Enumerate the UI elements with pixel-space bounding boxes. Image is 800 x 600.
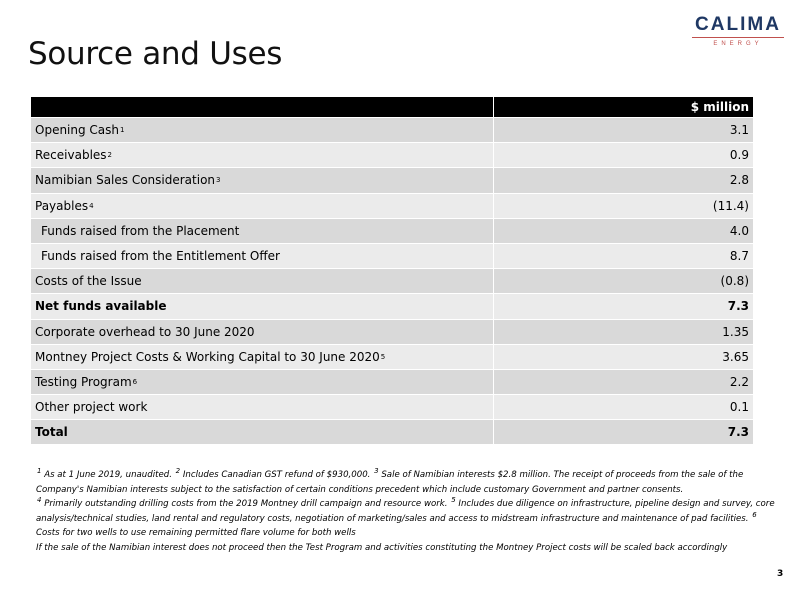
row-label-text: Corporate overhead to 30 June 2020 — [35, 324, 255, 339]
footnote-block: $^1$ As at 1 June 2019, unaudited. $^2$ Includes Canadian GST refund of $930,000. $^3$ Sale of Namibian interests $2.8 million. The receipt of proceeds from the sale of the Company's Namibian interests subject to the satisfaction of certain conditions precedent which include customary Government and partner consents. $^4$ Primarily outstanding drilling costs from the 2019 Montney drill campaign and resource work. $^5$ Includes due diligence on infrastructure, pipeline design and survey, core analysis/technical studies, land rental and regulatory costs, negotiation of marketing/sales and access to midstream infrastructure and maintenance of pad facilities. $^6$ Costs for two wells to use remaining permitted flare volume for both wells — [36, 467, 775, 538]
table-header-label — [31, 97, 494, 118]
table-row — [31, 194, 753, 219]
row-label — [31, 294, 494, 319]
row-value: (0.8) — [494, 269, 753, 294]
footnotes — [36, 468, 780, 555]
footnote-4: Primarily outstanding drilling costs from the 2019 Montney drill campaign and resource work. — [44, 499, 448, 509]
logo-divider — [692, 37, 784, 38]
row-label-text: Other project work — [35, 400, 148, 415]
row-label-text: Receivables — [35, 148, 107, 163]
row-value: 7.3 — [494, 294, 753, 319]
row-label — [31, 244, 494, 269]
table-body — [31, 118, 753, 445]
row-value: 2.2 — [494, 370, 753, 395]
row-label: Opening Cash 1 — [31, 118, 494, 143]
row-value: (11.4) — [494, 194, 753, 219]
footnote-5: Includes due diligence on infrastructure, pipeline design and survey, core analysis/technical studies, land rental and regulatory costs, negotiation of marketing/sales and access to midstream infrastructure and maintenance of pad facilities. — [36, 499, 775, 524]
table-row — [31, 320, 753, 345]
table-row — [31, 345, 753, 370]
table-row — [31, 269, 753, 294]
row-label: Montney Project Costs & Working Capital to 30 June 2020 5 — [31, 345, 494, 370]
row-label: Testing Program 6 — [31, 370, 494, 395]
footnote-closing: If the sale of the Namibian interest does not proceed then the Test Program and activities constituting the Montney Project costs will be scaled back accordingly — [36, 542, 728, 553]
footnote-2: Includes Canadian GST refund of $930,000. — [182, 470, 371, 480]
calima-energy-logo — [690, 14, 786, 48]
footnote-3: Sale of Namibian interests $2.8 million. The receipt of proceeds from the sale of the Company's Namibian interests subject to the satisfaction of certain conditions precedent which include customary Government and partner consents. — [36, 470, 744, 495]
table-header-row — [31, 97, 753, 118]
row-label — [31, 219, 494, 244]
row-label: Receivables 2 — [31, 143, 494, 168]
logo-wordmark: CALIMA — [695, 14, 781, 35]
row-label-text: Opening Cash — [35, 123, 120, 138]
row-value: 8.7 — [494, 244, 753, 269]
row-label-text: Costs of the Issue — [35, 274, 142, 289]
footnote-6: Costs for two wells to use remaining permitted flare volume for both wells — [36, 528, 356, 538]
row-label — [31, 420, 494, 445]
row-value: 4.0 — [494, 219, 753, 244]
page-number: 3 — [777, 569, 784, 579]
row-value: 1.35 — [494, 320, 753, 345]
table-row — [31, 395, 753, 420]
sources-and-uses-table — [31, 97, 753, 445]
row-label-text: Payables — [35, 198, 89, 213]
row-value: 3.1 — [494, 118, 753, 143]
table-row — [31, 219, 753, 244]
row-label-text: Net funds available — [35, 299, 167, 314]
table-row — [31, 370, 753, 395]
row-label: Payables 4 — [31, 194, 494, 219]
logo-subtitle: ENERGY — [713, 41, 763, 47]
table-row — [31, 118, 753, 143]
table-row — [31, 143, 753, 168]
row-label-text: Funds raised from the Placement — [41, 223, 240, 238]
row-value: 2.8 — [494, 168, 753, 193]
row-value: 7.3 — [494, 420, 753, 445]
table-header-unit: $ million — [494, 97, 753, 118]
footnote-1: As at 1 June 2019, unaudited. — [44, 470, 172, 480]
row-value: 0.9 — [494, 143, 753, 168]
table-row — [31, 168, 753, 193]
row-label: Namibian Sales Consideration 3 — [31, 168, 494, 193]
row-label-text: Montney Project Costs & Working Capital to 30 June 2020 — [35, 349, 380, 364]
row-label — [31, 395, 494, 420]
table-row — [31, 294, 753, 319]
row-value: 0.1 — [494, 395, 753, 420]
row-value: 3.65 — [494, 345, 753, 370]
page-title: Source and Uses — [28, 36, 283, 72]
row-label — [31, 269, 494, 294]
row-label — [31, 320, 494, 345]
row-label-text: Funds raised from the Entitlement Offer — [41, 249, 280, 264]
row-label-text: Testing Program — [35, 374, 132, 389]
table-row — [31, 420, 753, 445]
row-label-text: Namibian Sales Consideration — [35, 173, 216, 188]
row-label-text: Total — [35, 425, 68, 440]
table-row — [31, 244, 753, 269]
